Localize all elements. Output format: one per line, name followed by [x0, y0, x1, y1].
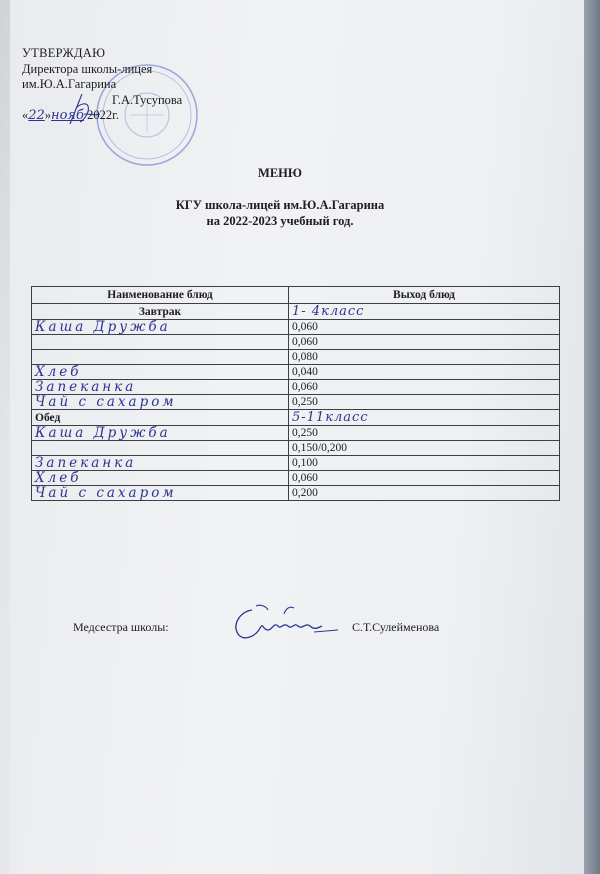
table-row	[32, 456, 560, 471]
approval-school: им.Ю.А.Гагарина	[22, 77, 117, 91]
dish-output: 0,060	[289, 380, 560, 395]
dish-output: 0,200	[289, 486, 560, 501]
nurse-signature	[222, 600, 340, 648]
dish-output: 0,060	[289, 320, 560, 335]
dish-name	[32, 441, 289, 456]
dish-output: 0,150/0,200	[289, 441, 560, 456]
dish-output: 0,080	[289, 350, 560, 365]
section-row-lunch	[32, 410, 560, 426]
approval-date: «22»нояб 2022г.	[22, 108, 119, 123]
dish-output: 0,250	[289, 395, 560, 410]
section-row-breakfast	[32, 304, 560, 320]
dish-name: Чай с сахаром	[32, 486, 289, 501]
table-row	[32, 426, 560, 441]
table-row	[32, 350, 560, 365]
approval-date-year: 2022г.	[87, 108, 119, 122]
approval-date-month: нояб	[51, 108, 84, 123]
dish-output: 0,060	[289, 335, 560, 350]
table-row	[32, 380, 560, 395]
table-row	[32, 395, 560, 410]
nurse-name: С.Т.Сулейменова	[352, 620, 440, 634]
dish-output: 0,100	[289, 456, 560, 471]
table-row	[32, 365, 560, 380]
section-label-lunch: Обед	[32, 410, 289, 426]
menu-title: МЕНЮ	[258, 166, 302, 180]
dish-name: Чай с сахаром	[32, 395, 289, 410]
dish-name: Хлеб	[32, 471, 289, 486]
table-header-row	[32, 287, 560, 304]
column-header-output: Выход блюд	[289, 287, 560, 304]
dish-output: 0,250	[289, 426, 560, 441]
table-row	[32, 471, 560, 486]
approval-position: Директора школы-лицея	[22, 61, 153, 76]
nurse-label: Медсестра школы:	[73, 620, 169, 634]
page-edge-shadow	[584, 0, 600, 874]
section-label-breakfast: Завтрак	[32, 304, 289, 320]
dish-name	[32, 335, 289, 350]
academic-year: на 2022-2023 учебный год.	[206, 214, 354, 228]
table-row	[32, 441, 560, 456]
dish-name: Хлеб	[32, 365, 289, 380]
section-note-lunch: 5-11класс	[289, 410, 560, 426]
menu-table	[31, 286, 560, 501]
approval-date-day: 22	[28, 108, 45, 123]
table-row	[32, 335, 560, 350]
dish-name: Каша Дружба	[32, 320, 289, 335]
table-row	[32, 320, 560, 335]
approval-director-name: Г.А.Тусупова	[112, 92, 183, 107]
approval-heading: УТВЕРЖДАЮ	[22, 46, 106, 60]
section-note-breakfast: 1- 4класс	[289, 304, 560, 320]
dish-name: Запеканка	[32, 456, 289, 471]
dish-name: Запеканка	[32, 380, 289, 395]
director-signature	[40, 92, 110, 132]
organization-name: КГУ школа-лицей им.Ю.А.Гагарина	[175, 198, 385, 212]
dish-name	[32, 350, 289, 365]
column-header-dishes: Наименование блюд	[32, 287, 289, 304]
dish-name: Каша Дружба	[32, 426, 289, 441]
table-row	[32, 486, 560, 501]
dish-output: 0,040	[289, 365, 560, 380]
dish-output: 0,060	[289, 471, 560, 486]
